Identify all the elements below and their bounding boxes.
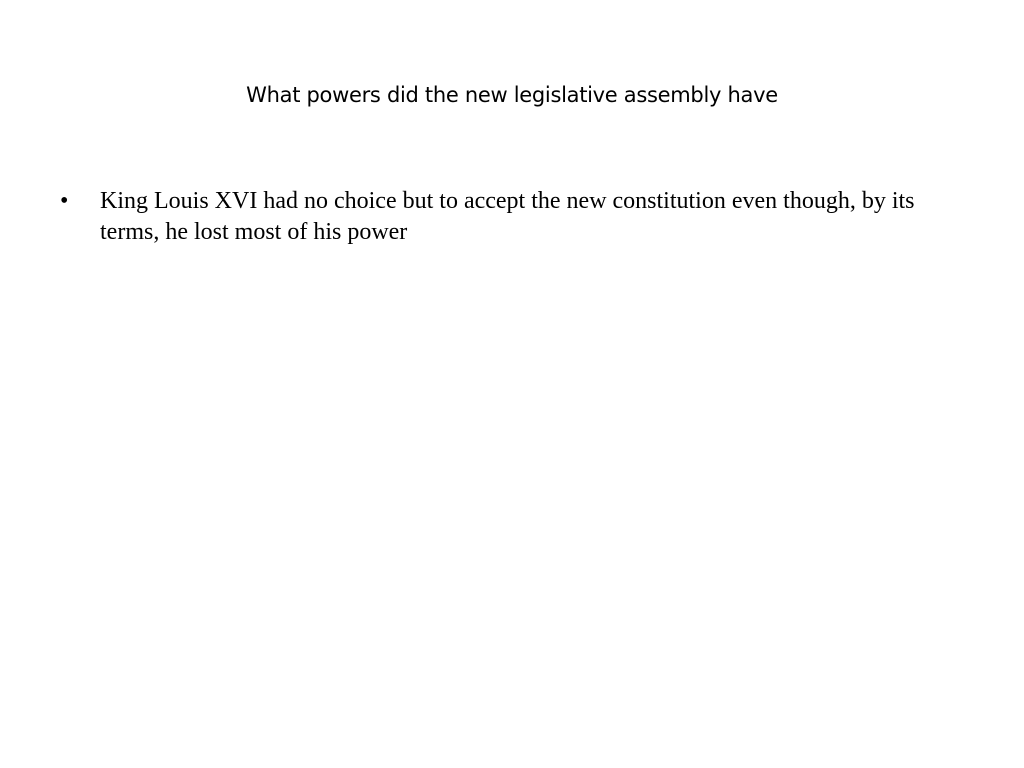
bullet-marker: •: [60, 188, 69, 214]
bullet-item: [58, 186, 958, 248]
slide-title: What powers did the new legislative assembly have: [246, 83, 778, 107]
bullet-text: King Louis XVI had no choice but to accept the new constitution even though, by its terms, he lost most of his power: [100, 188, 915, 245]
slide-content: [58, 186, 958, 248]
